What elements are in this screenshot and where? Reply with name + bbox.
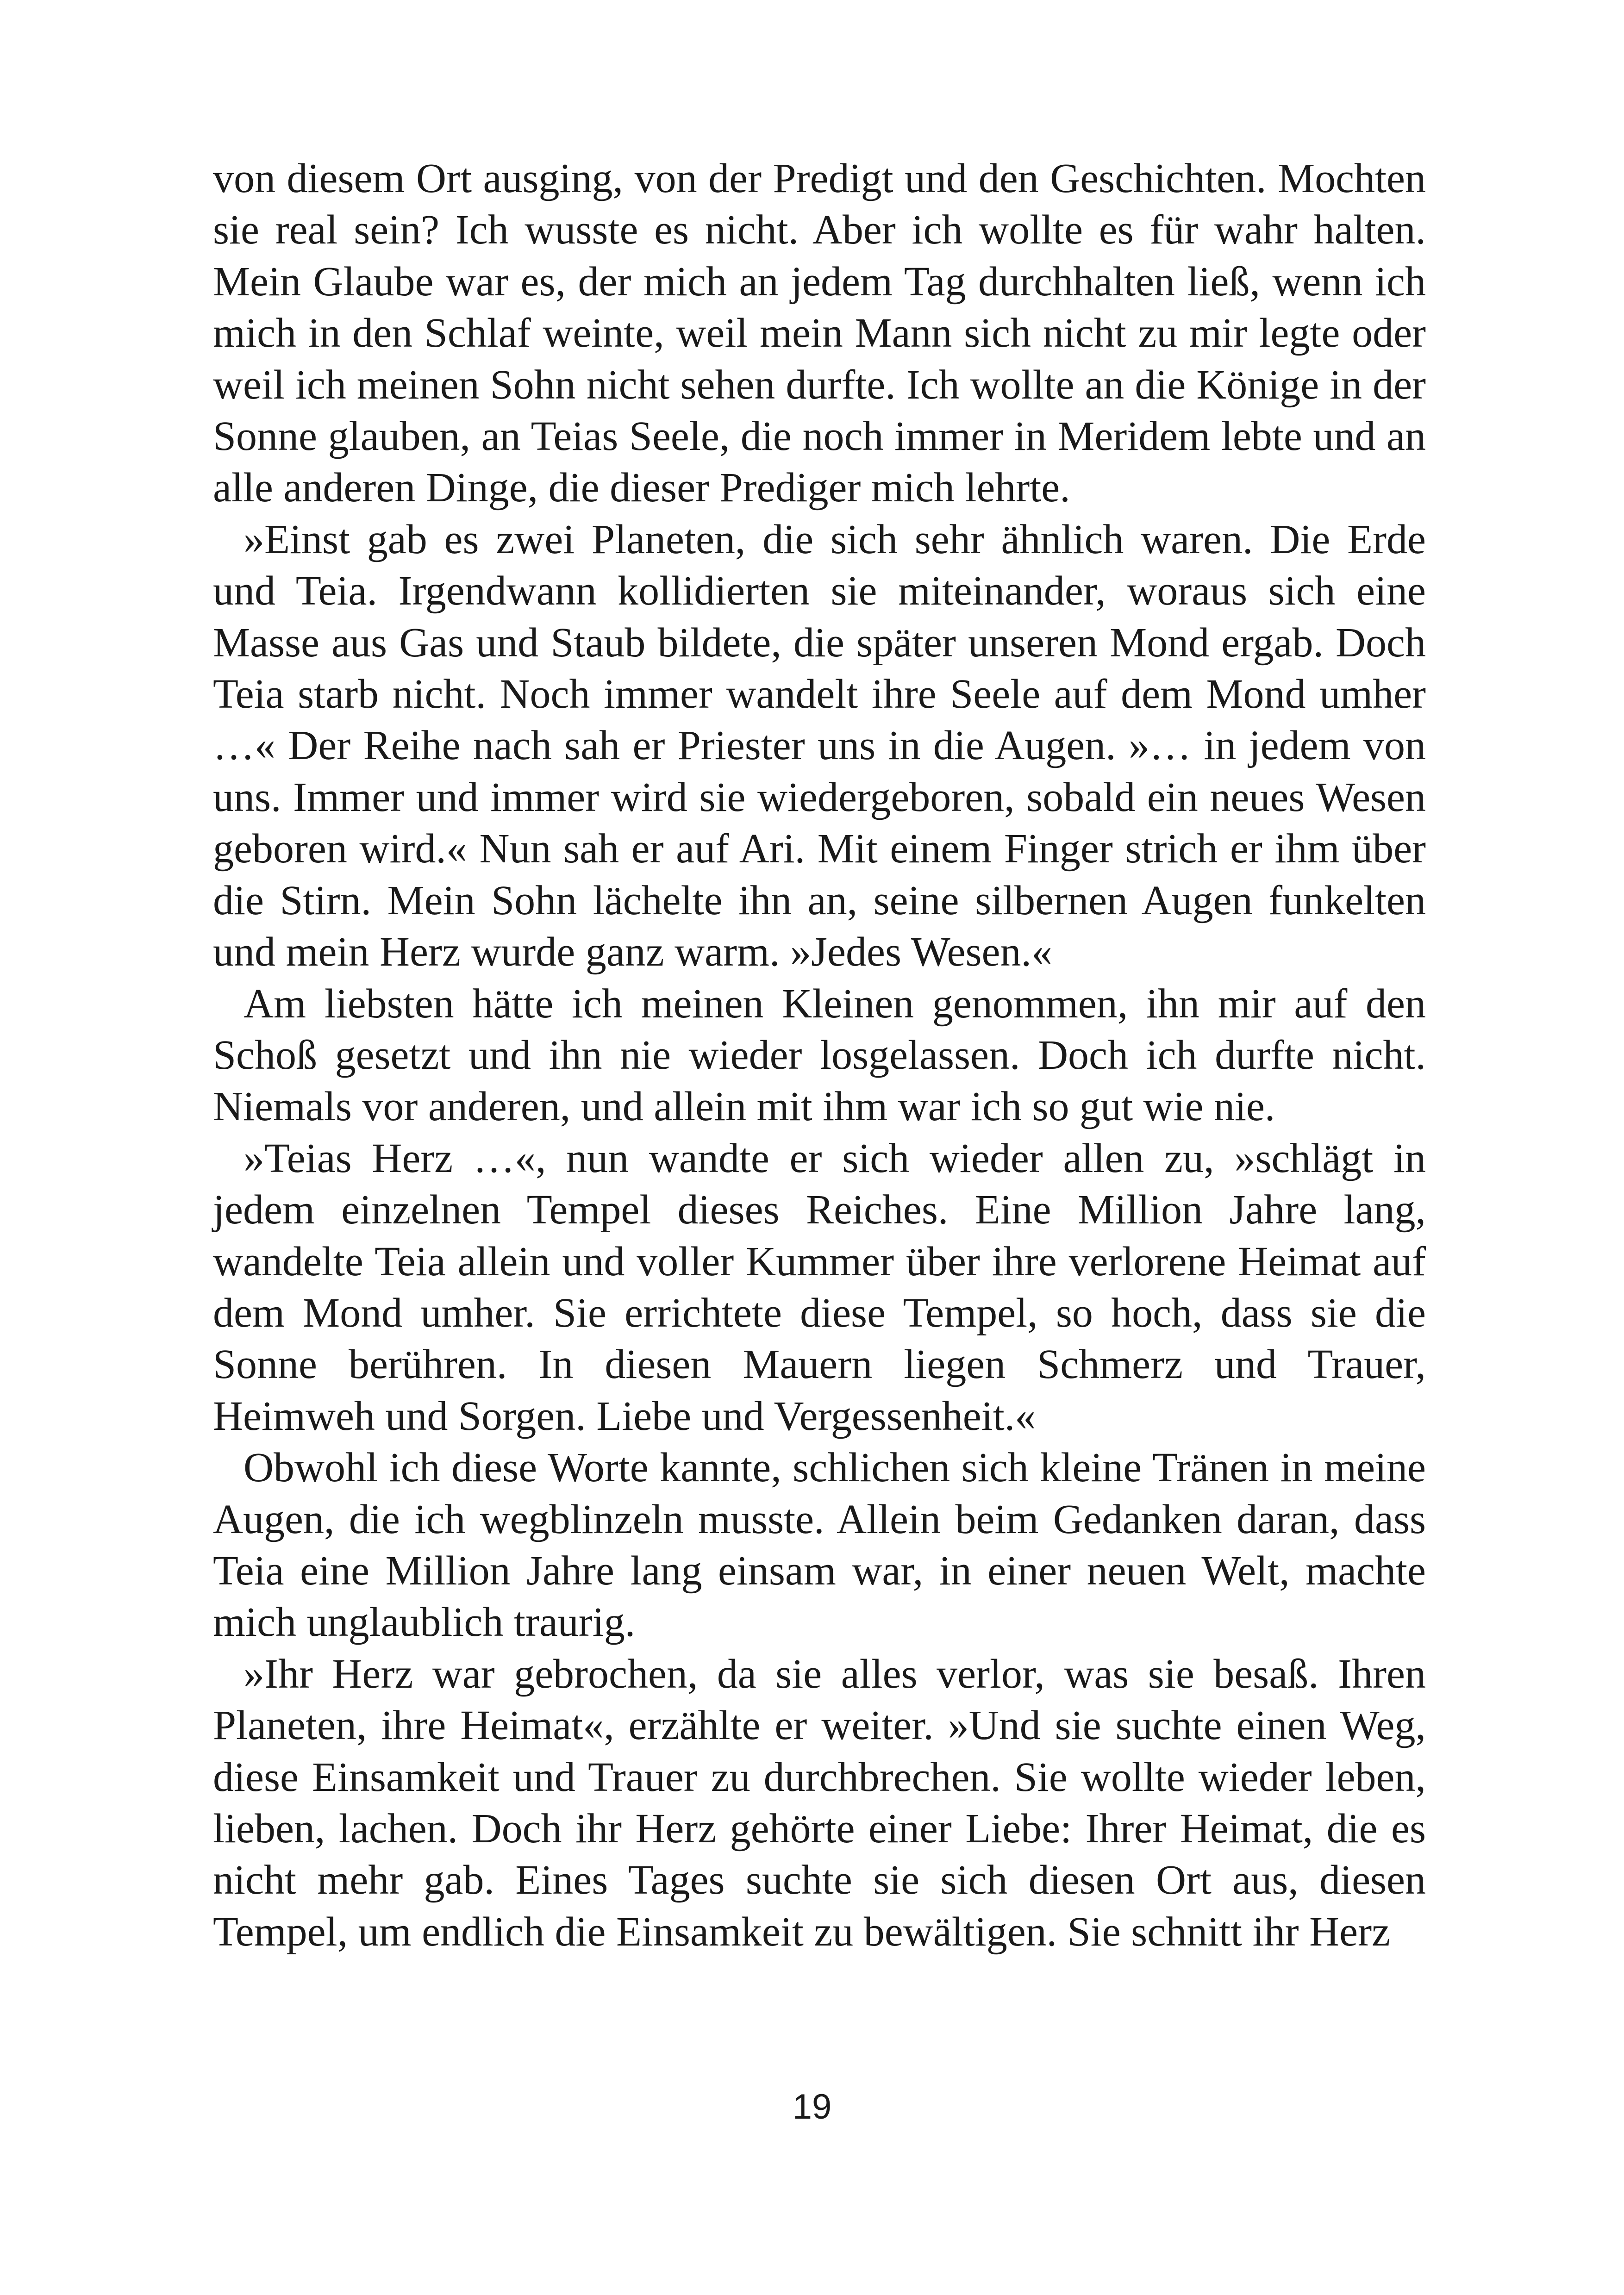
paragraph: »Einst gab es zwei Planeten, die sich sehr ähnlich waren. Die Erde und Teia. Irgendwann kollidierten sie miteinander, woraus sich eine Masse aus Gas und Staub bildete, die später unseren Mond ergab. Doch Teia starb nicht. Noch immer wandelt ihre Seele auf dem Mond umher …« Der Reihe nach sah er Priester uns in die Augen. »… in jedem von uns. Immer und immer wird sie wiedergeboren, sobald ein neues Wesen geboren wird.« Nun sah er auf Ari. Mit einem Finger strich er ihm über die Stirn. Mein Sohn lächelte ihn an, seine silbernen Augen funkelten und mein Herz wurde ganz warm. »Jedes Wesen.«: [213, 516, 1426, 975]
page-number: 19: [792, 2087, 832, 2127]
paragraph: Am liebsten hätte ich meinen Kleinen genommen, ihn mir auf den Schoß gesetzt und ihn nie wieder losgelassen. Doch ich durfte nicht. Niemals vor anderen, und allein mit ihm war ich so gut wie nie.: [213, 980, 1426, 1130]
paragraph: Obwohl ich diese Worte kannte, schlichen sich kleine Tränen in meine Augen, die ich wegblinzeln musste. Allein beim Gedanken daran, dass Teia eine Million Jahre lang einsam war, in einer neuen Welt, machte mich unglaublich traurig.: [213, 1445, 1426, 1646]
paragraph: »Teias Herz …«, nun wandte er sich wieder allen zu, »schlägt in jedem einzelnen Tempel dieses Reiches. Eine Million Jahre lang, wandelte Teia allein und voller Kummer über ihre verlorene Heimat auf dem Mond umher. Sie errichtete diese Tempel, so hoch, dass sie die Sonne berühren. In diesen Mauern liegen Schmerz und Trauer, Heimweh und Sorgen. Liebe und Vergessenheit.«: [213, 1135, 1426, 1439]
paragraph: von diesem Ort ausging, von der Predigt und den Geschichten. Mochten sie real sein? Ich wusste es nicht. Aber ich wollte es für wahr halten. Mein Glaube war es, der mich an jedem Tag durchhalten ließ, wenn ich mich in den Schlaf weinte, weil mein Mann sich nicht zu mir legte oder weil ich meinen Sohn nicht sehen durfte. Ich wollte an die Könige in der Sonne glauben, an Teias Seele, die noch immer in Meridem lebte und an alle anderen Dinge, die dieser Prediger mich lehrte.: [213, 156, 1426, 511]
paragraph: »Ihr Herz war gebrochen, da sie alles verlor, was sie besaß. Ihren Planeten, ihre Heimat«, erzählte er weiter. »Und sie suchte einen Weg, diese Einsamkeit und Trauer zu durchbrechen. Sie wollte wieder leben, lieben, lachen. Doch ihr Herz gehörte einer Liebe: Ihrer Heimat, die es nicht mehr gab. Eines Tages suchte sie sich diesen Ort aus, diesen Tempel, um endlich die Einsamkeit zu bewältigen. Sie schnitt ihr Herz: [213, 1651, 1426, 1955]
body-text: [213, 153, 1426, 1958]
